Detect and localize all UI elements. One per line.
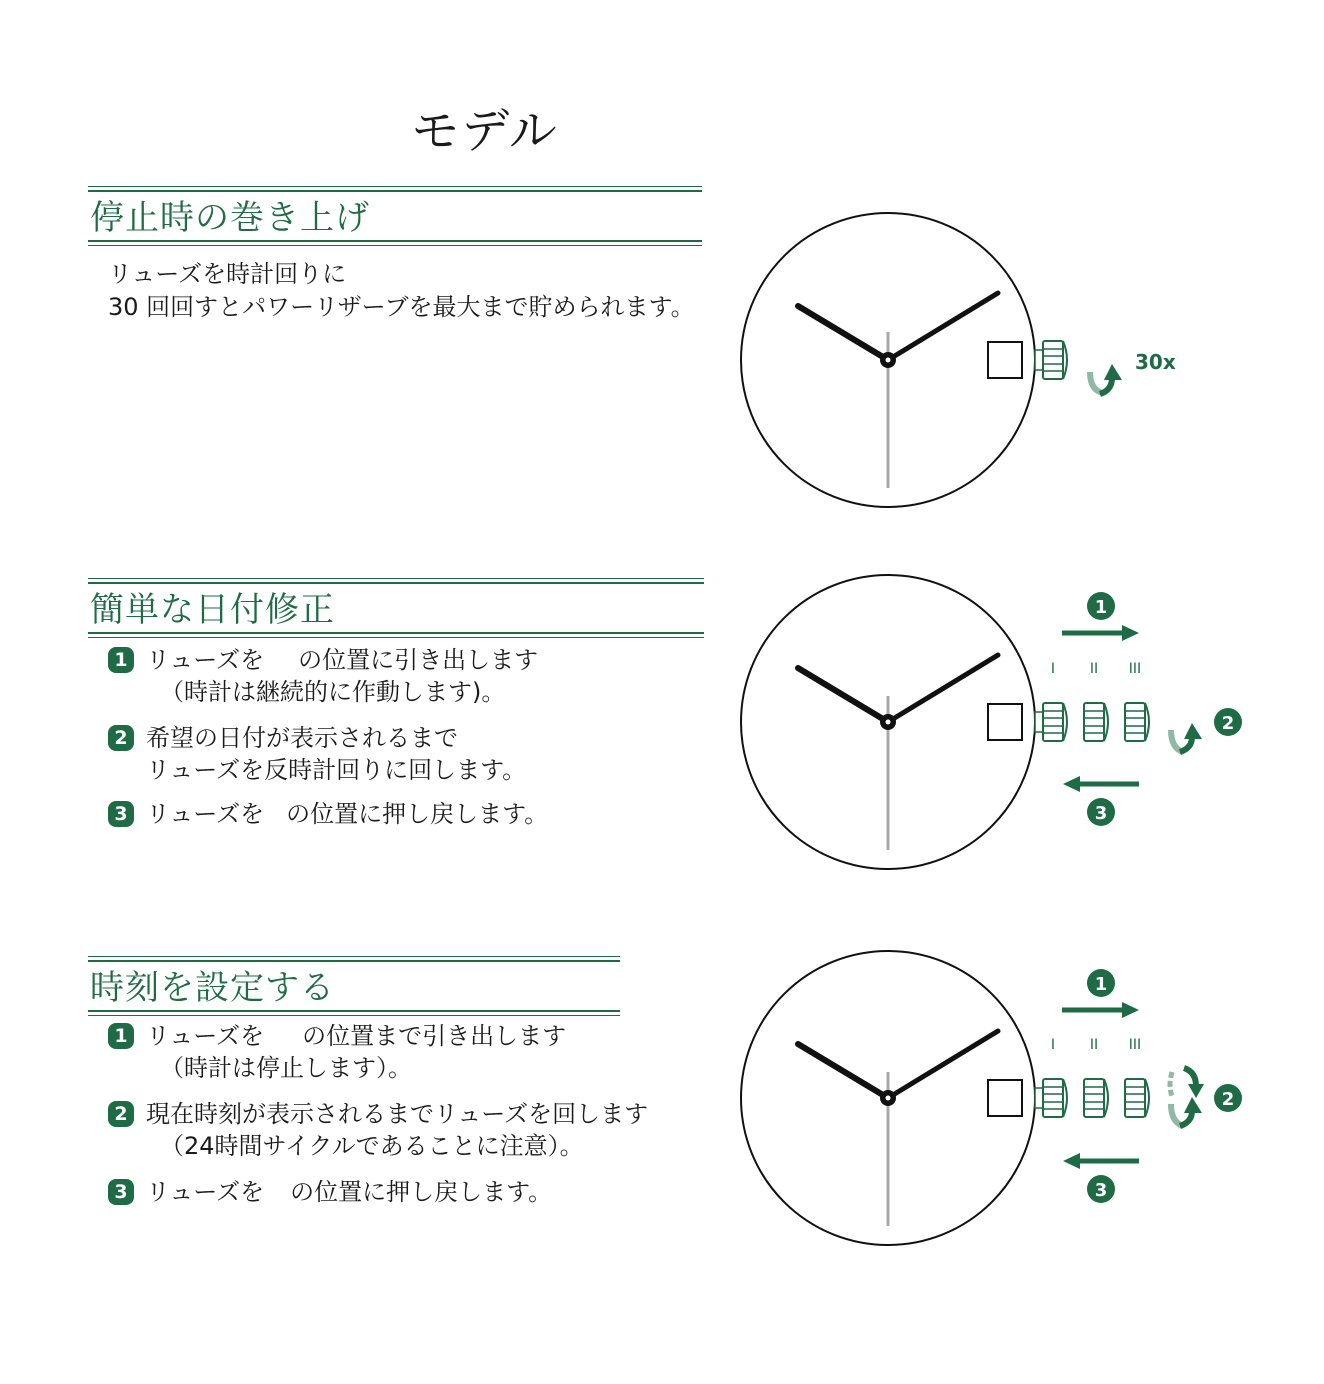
step-marker-icon — [1214, 1084, 1242, 1112]
step-number-badge: 2 — [108, 725, 134, 751]
step-number-badge: 1 — [108, 647, 134, 673]
svg-text:2: 2 — [1221, 1089, 1235, 1110]
date-step-1 — [108, 644, 538, 708]
pull-arrow-icon — [1062, 625, 1139, 641]
instruction-line: リューズを時計回りに — [108, 260, 347, 288]
position-label: III — [1128, 661, 1142, 677]
step-note: （24時間サイクルであることに注意）。 — [160, 1132, 584, 1160]
step-text: リューズを — [146, 1178, 265, 1206]
page-title: モデル — [411, 103, 559, 159]
heading-rule-bottom — [88, 632, 704, 638]
step-note: （時計は継続的に作動します)。 — [160, 678, 506, 706]
svg-text:1: 1 — [1094, 974, 1108, 995]
step-text: 希望の日付が表示されるまで — [146, 724, 458, 752]
turn-count-label: 30x — [1135, 350, 1176, 374]
watch-dial-icon — [741, 575, 1035, 869]
step-marker-icon — [1087, 592, 1115, 620]
pull-arrow-icon — [1062, 1002, 1139, 1018]
date-step-2 — [108, 722, 526, 786]
heading-rule-bottom — [88, 1010, 620, 1016]
date-step-3 — [108, 798, 548, 830]
step-text: の位置に引き出します — [298, 646, 539, 674]
svg-text:3: 3 — [1094, 1180, 1108, 1201]
watch-dial-icon — [741, 213, 1035, 507]
step-number-badge: 2 — [108, 1101, 134, 1127]
section-title: 停止時の巻き上げ — [90, 198, 370, 238]
svg-text:2: 2 — [1221, 713, 1235, 734]
heading-rule-bottom — [88, 240, 702, 246]
position-label: I — [1050, 1037, 1056, 1053]
bidirectional-turn-arrow-icon — [1170, 1068, 1204, 1126]
section-heading-date — [88, 578, 704, 638]
step-marker-icon — [1214, 708, 1242, 736]
crown-icon — [1035, 1079, 1149, 1117]
step-text: リューズを — [146, 800, 265, 828]
section-heading-time — [88, 956, 620, 1016]
step-marker-icon — [1087, 969, 1115, 997]
watch-dial-icon — [741, 951, 1035, 1245]
step-text: の位置に押し戻します。 — [290, 1178, 553, 1206]
step-marker-icon — [1087, 798, 1115, 826]
step-note: リューズを反時計回りに回します。 — [146, 756, 527, 784]
step-marker-icon — [1087, 1175, 1115, 1203]
winding-instructions — [108, 258, 695, 324]
time-step-3 — [108, 1176, 552, 1208]
push-arrow-icon — [1063, 776, 1139, 792]
position-label: I — [1050, 661, 1056, 677]
step-number-badge: 3 — [108, 1179, 134, 1205]
turn-arrow-icon — [1171, 723, 1202, 752]
step-number-badge: 3 — [108, 801, 134, 827]
step-number-badge: 1 — [108, 1023, 134, 1049]
position-label: III — [1128, 1037, 1142, 1053]
position-label: II — [1089, 1037, 1099, 1053]
step-note: （時計は停止します）。 — [160, 1054, 412, 1082]
instruction-line: 30 回回すとパワーリザーブを最大まで貯められます。 — [108, 293, 695, 321]
crown-icon — [1035, 703, 1149, 741]
step-text: の位置に押し戻します。 — [286, 800, 549, 828]
time-step-2 — [108, 1098, 648, 1162]
illustrations — [735, 0, 1324, 1384]
step-text: 現在時刻が表示されるまでリューズを回します — [146, 1100, 649, 1128]
position-label: II — [1089, 661, 1099, 677]
step-text: リューズを — [146, 1022, 265, 1050]
step-text: リューズを — [146, 646, 265, 674]
svg-text:3: 3 — [1094, 803, 1108, 824]
section-title: 時刻を設定する — [90, 968, 335, 1008]
crown-icon — [1035, 341, 1067, 379]
turn-arrow-icon — [1090, 364, 1122, 394]
step-text: の位置まで引き出します — [302, 1022, 567, 1050]
time-step-1 — [108, 1020, 566, 1084]
section-heading-winding — [88, 186, 702, 246]
svg-text:1: 1 — [1094, 597, 1108, 618]
push-arrow-icon — [1063, 1153, 1139, 1169]
section-title: 簡単な日付修正 — [90, 590, 335, 630]
